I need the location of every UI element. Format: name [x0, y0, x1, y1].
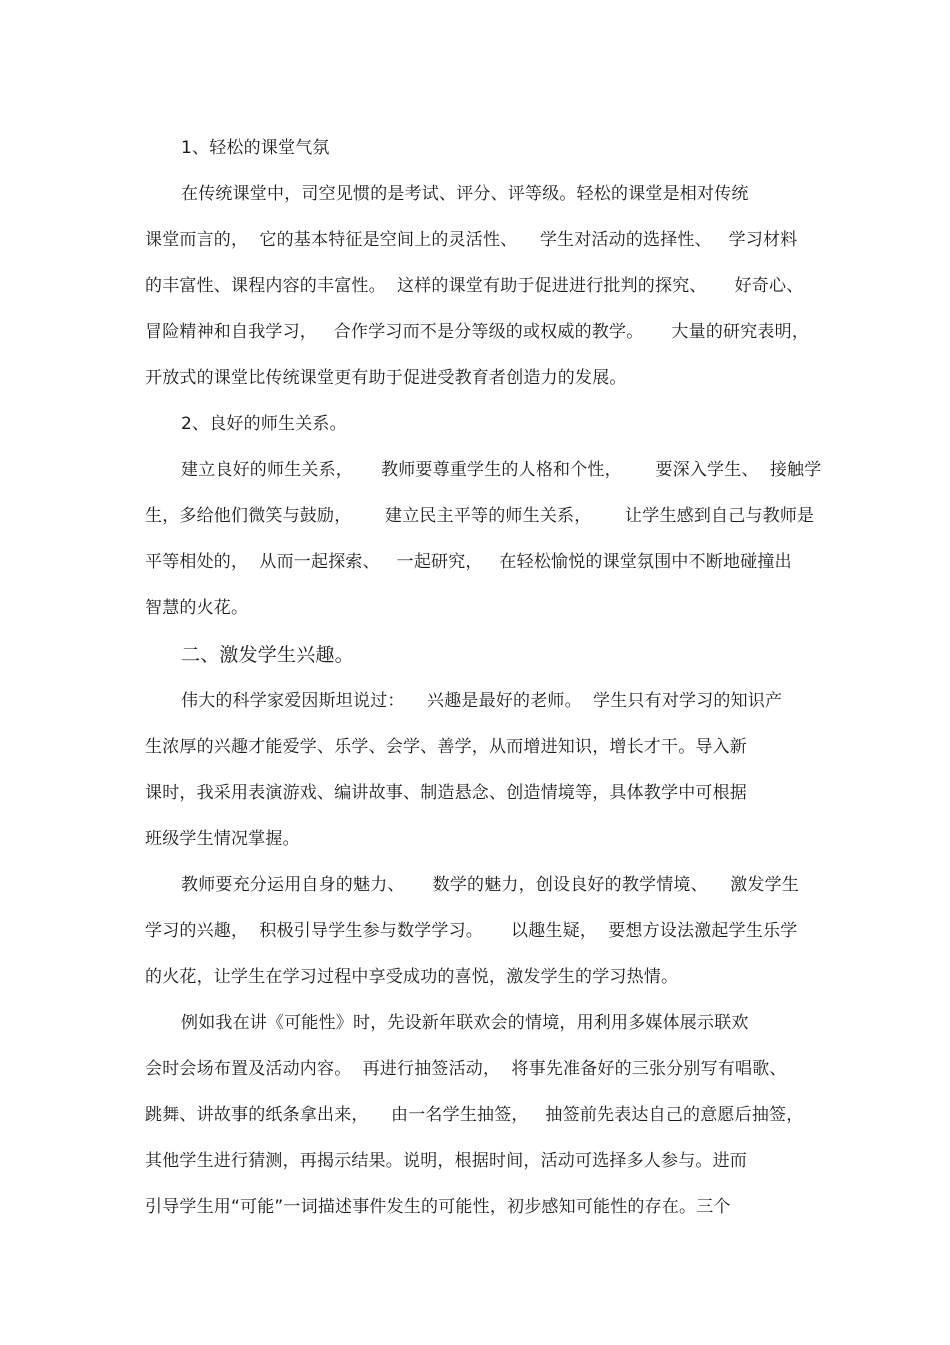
paragraph-line: 学习的兴趣， 积极引导学生参与数学学习。 以趣生疑， 要想方设法激起学生乐学 — [145, 921, 798, 941]
paragraph-line: 班级学生情况掌握。 — [145, 829, 300, 849]
paragraph-line: 课时，我采用表演游戏、编讲故事、制造悬念、创造情境等，具体教学中可根据 — [145, 783, 747, 803]
paragraph-line: 教师要充分运用自身的魅力、 数学的魅力，创设良好的教学情境、 激发学生 — [181, 875, 800, 895]
paragraph-line: 例如我在讲《可能性》时，先设新年联欢会的情境，用利用多媒体展示联欢 — [181, 1013, 749, 1033]
paragraph-line: 智慧的火花。 — [145, 598, 249, 618]
paragraph-line: 伟大的科学家爱因斯坦说过： 兴趣是最好的老师。 学生只有对学习的知识产 — [181, 691, 783, 711]
section-heading: 二、激发学生兴趣。 — [181, 644, 354, 666]
paragraph-line: 的火花，让学生在学习过程中享受成功的喜悦，激发学生的学习热情。 — [145, 967, 679, 987]
subheading-relaxed-classroom: 1、轻松的课堂气氛 — [181, 138, 330, 158]
subheading-teacher-student: 2、良好的师生关系。 — [181, 414, 347, 434]
paragraph-line: 跳舞、讲故事的纸条拿出来， 由一名学生抽签， 抽签前先表达自己的意愿后抽签， — [145, 1105, 804, 1125]
paragraph-line: 其他学生进行猜测，再揭示结果。说明，根据时间，活动可选择多人参与。进而 — [145, 1151, 747, 1171]
paragraph-line: 引导学生用“可能”一词描述事件发生的可能性，初步感知可能性的存在。三个 — [145, 1197, 731, 1217]
paragraph-line: 冒险精神和自我学习， 合作学习而不是分等级的或权威的教学。 大量的研究表明， — [145, 322, 810, 342]
paragraph-line: 课堂而言的， 它的基本特征是空间上的灵活性、 学生对活动的选择性、 学习材料 — [145, 230, 798, 250]
paragraph-line: 开放式的课堂比传统课堂更有助于促进受教育者创造力的发展。 — [145, 368, 627, 388]
paragraph-line: 建立良好的师生关系， 教师要尊重学生的人格和个性， 要深入学生、 接触学 — [181, 460, 822, 480]
paragraph-line: 的丰富性、课程内容的丰富性。 这样的课堂有助于促进进行批判的探究、 好奇心、 — [145, 276, 804, 296]
paragraph-line: 在传统课堂中，司空见惯的是考试、评分、评等级。轻松的课堂是相对传统 — [181, 184, 749, 204]
paragraph-line: 会时会场布置及活动内容。 再进行抽签活动， 将事先准备好的三张分别写有唱歌、 — [145, 1059, 787, 1079]
paragraph-line: 生浓厚的兴趣才能爱学、乐学、会学、善学，从而增进知识，增长才干。导入新 — [145, 737, 747, 757]
paragraph-line: 生，多给他们微笑与鼓励， 建立民主平等的师生关系， 让学生感到自己与教师是 — [145, 506, 815, 526]
paragraph-line: 平等相处的， 从而一起探索、 一起研究， 在轻松愉悦的课堂氛围中不断地碰撞出 — [145, 552, 792, 572]
